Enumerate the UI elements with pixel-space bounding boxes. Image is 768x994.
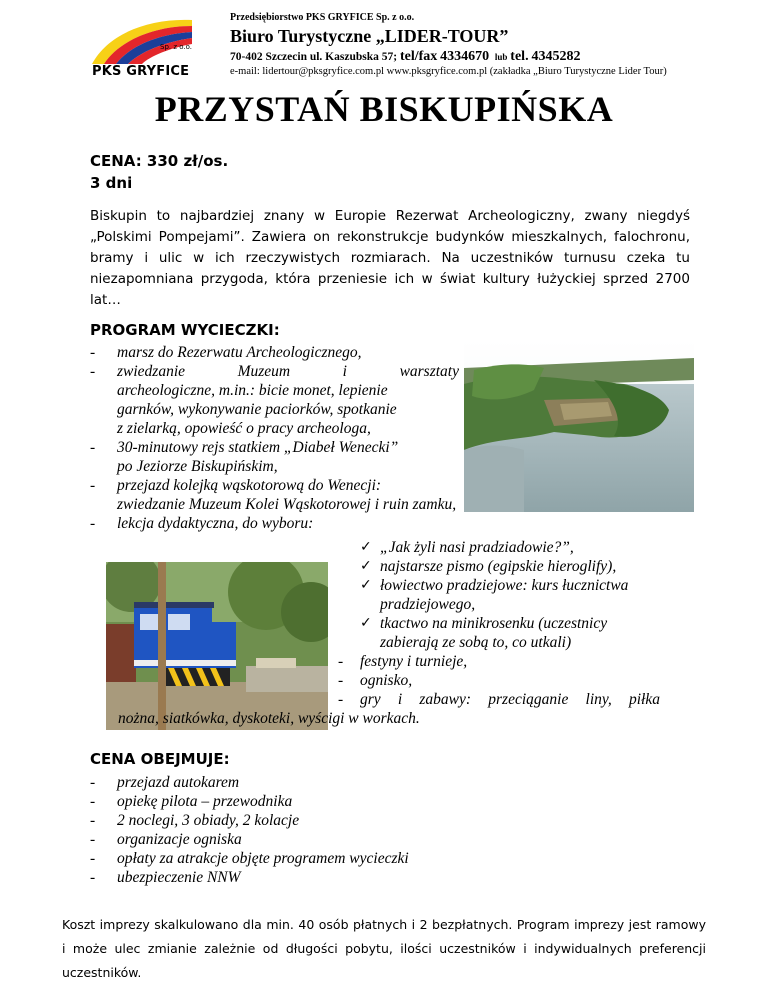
telfax-number: 4334670 [440, 49, 490, 64]
contact-links: e-mail: lidertour@pksgryfice.com.pl www.pksgryfice.com.pl (zakładka „Biuro Turystyczne Lider Tour) [230, 66, 667, 77]
lake-aerial-photo [464, 340, 694, 512]
program-item-3-line-1: 30-minutowy rejs statkiem „Diabeł Wenecki” [117, 439, 399, 456]
dash-bullet: - [90, 363, 96, 380]
dash-bullet: - [90, 344, 96, 361]
dash-bullet: - [90, 869, 96, 886]
dash-bullet: - [338, 653, 344, 670]
logo-text: PKS GRYFICE [92, 64, 190, 79]
program-item-3-line-2: po Jeziorze Biskupińskim, [117, 458, 278, 475]
program-item-2-line-3: garnków, wykonywanie paciorków, spotkanie [117, 401, 397, 418]
program-item-2-line-4: z zielarką, opowieść o pracy archeologa, [117, 420, 371, 437]
program-item-4-line-1: przejazd kolejką wąskotorową do Wenecji: [117, 477, 382, 494]
lesson-option-1: „Jak żyli nasi pradziadowie?”, [380, 539, 574, 556]
checkmark-icon: ✓ [360, 615, 372, 631]
checkmark-icon: ✓ [360, 558, 372, 574]
dash-bullet: - [90, 812, 96, 829]
lesson-option-2: najstarsze pismo (egipskie hieroglify), [380, 558, 617, 575]
tel-label: tel. [510, 49, 529, 64]
program-item-2-line-1: zwiedzanie Muzeum i warsztaty [117, 363, 459, 380]
lesson-option-3-line-2: pradziejowego, [380, 596, 476, 613]
program-item-8-line-2: nożna, siatkówka, dyskoteki, wyścigi w workach. [118, 710, 420, 727]
program-item-7: ognisko, [360, 672, 413, 689]
contact-address [230, 49, 580, 65]
telfax-label: tel/fax [399, 49, 438, 64]
includes-item: opiekę pilota – przewodnika [117, 793, 293, 810]
dash-bullet: - [90, 793, 96, 810]
logo-spzoo: Sp. z o.o. [160, 43, 193, 51]
bureau-name: Biuro Turystyczne „LIDER-TOUR” [230, 26, 509, 46]
lesson-option-4-line-2: zabierają ze sobą to, co utkali) [380, 634, 572, 651]
includes-item: opłaty za atrakcje objęte programem wycieczki [117, 850, 409, 867]
tel-number: 4345282 [531, 49, 581, 64]
duration: 3 dni [90, 174, 133, 192]
program-item-2-line-2: archeologiczne, m.in.: bicie monet, lepienie [117, 382, 388, 399]
intro-paragraph: Biskupin to najbardziej znany w Europie Rezerwat Archeologiczny, zwany niegdyś „Polskimi Pompejami”. Zawiera on rekonstrukcje budynków mieszkalnych, falochronu, bramy i ulic w ich rzeczywistych rozmiarach. Na uczestników turnusu czeka tu niezapomniana przygoda, która przeniesie ich w świat kultury łużyckiej sprzed 2700 lat… [90, 208, 690, 308]
includes-item: przejazd autokarem [117, 774, 240, 791]
price-block [90, 150, 228, 194]
page-title: PRZYSTAŃ BISKUPIŃSKA [154, 89, 614, 129]
program-item-1: marsz do Rezerwatu Archeologicznego, [117, 344, 362, 361]
program-item-4-line-2: zwiedzanie Muzeum Kolei Wąskotorowej i ruin zamku, [117, 496, 457, 513]
dash-bullet: - [90, 774, 96, 791]
dash-bullet: - [338, 672, 344, 689]
price: CENA: 330 zł/os. [90, 152, 229, 170]
program-item-5: lekcja dydaktyczna, do wyboru: [117, 515, 314, 532]
checkmark-icon: ✓ [360, 539, 372, 555]
footer-note: Koszt imprezy skalkulowano dla min. 40 osób płatnych i 2 bezpłatnych. Program imprezy jest ramowy i może ulec zmianie zależnie od długości pobytu, ilości uczestników i indywidualnych preferencji uczestników. [62, 917, 706, 980]
narrow-gauge-train-photo [106, 562, 328, 730]
includes-item: 2 noclegi, 3 obiady, 2 kolacje [117, 812, 300, 829]
or-word: lub [494, 52, 508, 62]
dash-bullet: - [90, 831, 96, 848]
program-heading: PROGRAM WYCIECZKI: [90, 321, 280, 339]
includes-heading: CENA OBEJMUJE: [90, 750, 230, 768]
dash-bullet: - [90, 439, 96, 456]
company-name: Przedsiębiorstwo PKS GRYFICE Sp. z o.o. [230, 12, 415, 23]
program-item-6: festyny i turnieje, [360, 653, 468, 670]
lesson-option-4-line-1: tkactwo na minikrosenku (uczestnicy [380, 615, 608, 632]
includes-item: organizacje ogniska [117, 831, 242, 848]
includes-item: ubezpieczenie NNW [117, 869, 241, 886]
program-item-8-line-1: gry i zabawy: przeciąganie liny, piłka [360, 691, 660, 708]
lesson-option-3-line-1: łowiectwo pradziejowe: kurs łucznictwa [380, 577, 629, 594]
dash-bullet: - [90, 515, 96, 532]
checkmark-icon: ✓ [360, 577, 372, 593]
dash-bullet: - [90, 477, 96, 494]
dash-bullet: - [338, 691, 344, 708]
dash-bullet: - [90, 850, 96, 867]
address: 70-402 Szczecin ul. Kaszubska 57; [230, 51, 398, 63]
